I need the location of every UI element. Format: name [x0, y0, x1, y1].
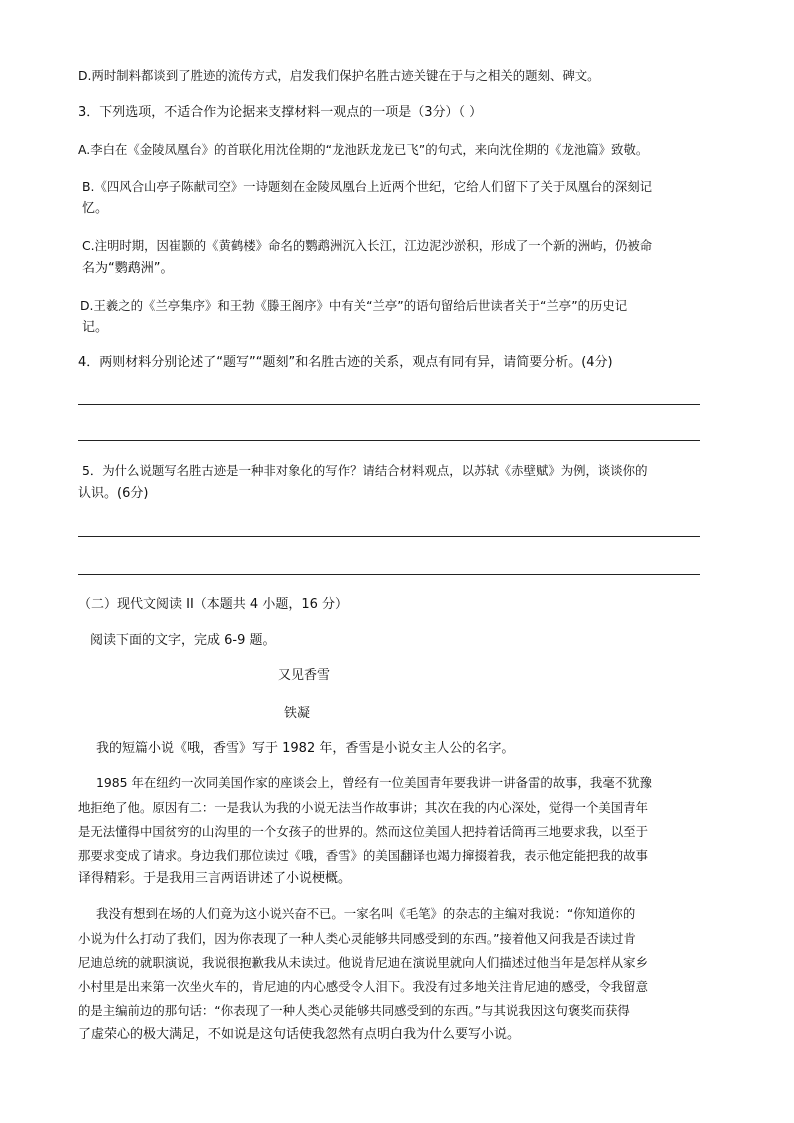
section-title: （二）现代文阅读 II（本题共 4 小题，16 分） [78, 597, 349, 612]
q3-option-d-line1: D.王羲之的《兰亭集序》和王勃《滕王阁序》中有关“兰亭”的语句留给后世读者关于“兰亭”的历史记 [80, 298, 628, 313]
paragraph-line: 是无法懂得中国贫穷的山沟里的一个女孩子的世界的。然而这位美国人把持着话筒再三地要求我，以至于 [78, 824, 648, 839]
answer-line-q4-1 [78, 404, 700, 405]
paragraph-line: 我没有想到在场的人们竟为这小说兴奋不已。一家名叫《毛笔》的杂志的主编对我说：“你知道你的 [96, 906, 636, 921]
reading-instruction: 阅读下面的文字，完成 6-9 题。 [90, 633, 276, 648]
q3-stem: 3．下列选项，不适合作为论据来支撑材料一观点的一项是（3分）（ ） [78, 105, 483, 120]
answer-line-q5-1 [78, 536, 700, 537]
paragraph-line: 1985 年在纽约一次同美国作家的座谈会上，曾经有一位美国青年要我讲一讲备雷的故事，我毫不犹豫 [96, 775, 652, 790]
q3-option-b-line2: 忆。 [82, 201, 109, 216]
q3-option-a: A.李白在《金陵凤凰台》的首联化用沈佺期的“龙池跃龙龙已飞”的句式，来向沈佺期的《龙池篇》致敬。 [78, 142, 649, 157]
q5-stem-line2: 认识。(6分) [78, 486, 149, 501]
q3-option-b-line1: B.《四风合山亭子陈献司空》一诗题刻在金陵凤凰台上近两个世纪，它给人们留下了关于凤凰台的深刻记 [82, 179, 653, 194]
answer-line-q5-2 [78, 574, 700, 575]
paragraph-line: 尼迪总统的就职演说，我说很抱歉我从未读过。他说肯尼迪在演说里就向人们描述过他当年是怎样从家乡 [78, 955, 648, 970]
q5-stem-line1: 5．为什么说题写名胜古迹是一种非对象化的写作？请结合材料观点，以苏轼《赤壁赋》为例，谈谈你的 [82, 463, 648, 478]
paragraph-line: 小村里是出来第一次坐火车的，肯尼迪的内心感受令人泪下。我没有过多地关注肯尼迪的感受，令我留意 [78, 979, 648, 994]
paragraph-line: 地拒绝了他。原因有二：一是我认为我的小说无法当作故事讲；其次在我的内心深处，觉得一个美国青年 [78, 800, 648, 815]
q3-option-d-line2: 记。 [82, 320, 109, 335]
paragraph-line: 小说为什么打动了我们，因为你表现了一种人类心灵能够共同感受到的东西。”接着他又问我是否读过肯 [78, 931, 636, 946]
paragraph-line: 那要求变成了请求。身边我们那位读过《哦，香雪》的美国翻译也竭力撺掇着我，表示他定能把我的故事 [78, 848, 648, 863]
paragraph-line: 的是主编前边的那句话：“你表现了一种人类心灵能够共同感受到的东西。”与其说我因这句褒奖而获得 [78, 1003, 630, 1018]
paragraph-line: 译得精彩。于是我用三言两语讲述了小说梗概。 [78, 871, 352, 886]
paragraph-line: 了虚荣心的极大满足，不如说是这句话使我忽然有点明白我为什么要写小说。 [78, 1027, 521, 1042]
q3-option-c-line1: C.注明时期，因崔颢的《黄鹤楼》命名的鹦鹉洲沉入长江，江边泥沙淤积，形成了一个新的洲屿，仍被命 [82, 238, 653, 253]
article-title: 又见香雪 [278, 668, 331, 683]
q3-option-c-line2: 名为“鹦鹉洲”。 [82, 261, 174, 276]
article-paragraph-1: 我的短篇小说《哦，香雪》写于 1982 年，香雪是小说女主人公的名字。 [96, 741, 515, 756]
q2-option-d: D.两时制料都谈到了胜迹的流传方式，启发我们保护名胜古迹关键在于与之相关的题刻、碑文。 [78, 68, 600, 83]
answer-line-q4-2 [78, 440, 700, 441]
article-author: 铁凝 [284, 706, 311, 721]
q4-stem: 4．两则材料分别论述了“题写”“题刻”和名胜古迹的关系，观点有同有异，请简要分析。(4分) [78, 355, 613, 370]
